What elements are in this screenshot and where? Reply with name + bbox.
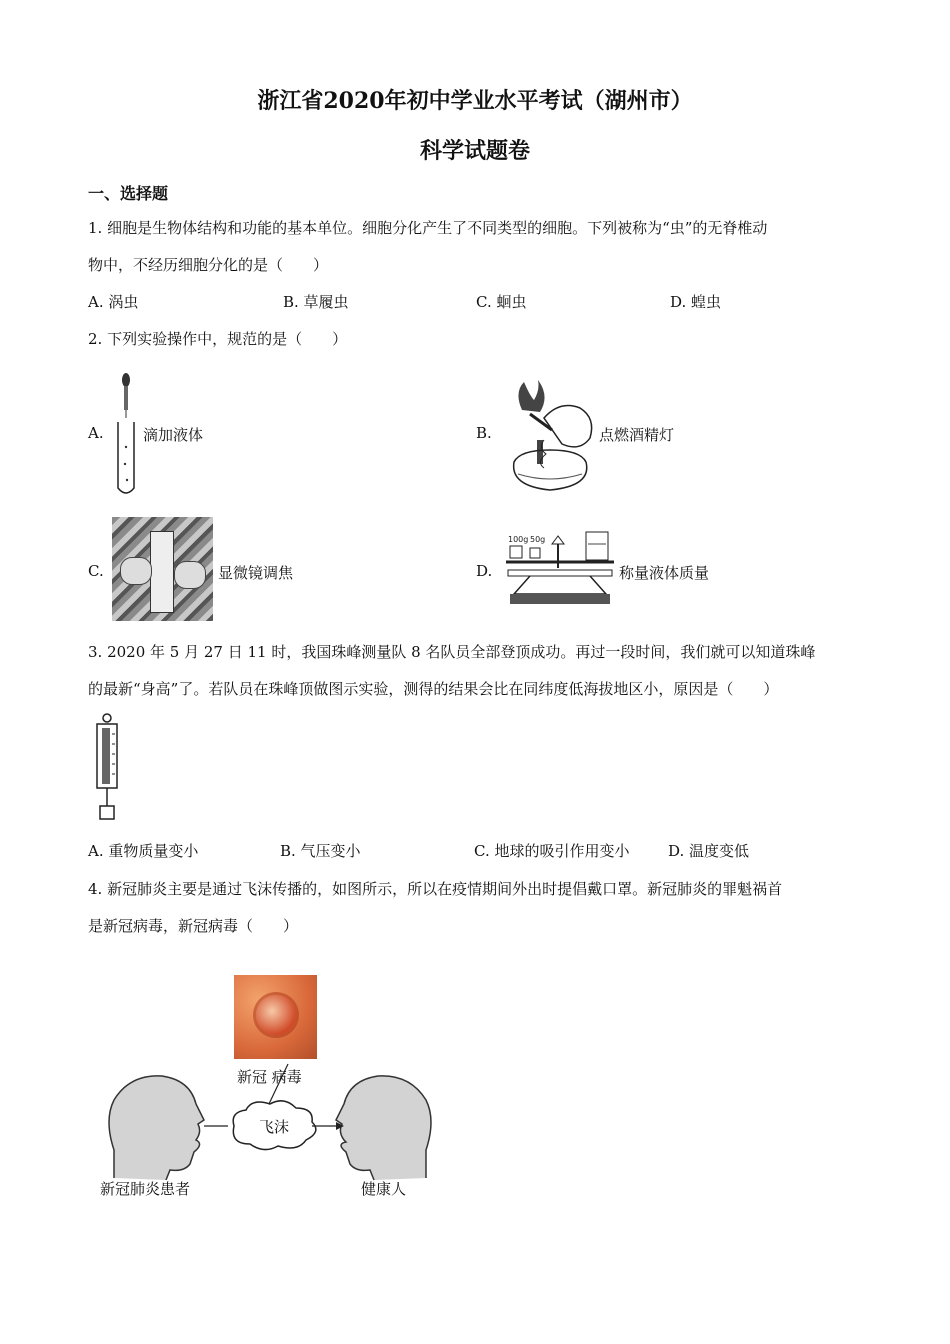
q1-option-b: B. 草履虫 [283,293,349,311]
q2-stem: 2. 下列实验操作中，规范的是（ ） [88,330,348,348]
q2-option-d-caption: 称量液体质量 [619,564,710,582]
exam-title: 浙江省2020年初中学业水平考试（湖州市） [257,88,693,114]
q4-stem-line2: 是新冠病毒，新冠病毒（ ） [88,917,299,935]
q2-option-b-caption: 点燃酒精灯 [599,426,675,444]
droplet-label: 飞沫 [259,1118,290,1136]
q2-option-b-letter: B. [476,424,492,442]
coronavirus-image [234,975,317,1059]
q3-option-d: D. 温度变低 [668,842,750,860]
section-heading: 一、选择题 [88,184,169,203]
weight-label-50g: 50g [530,535,546,544]
q2-option-a-letter: A. [88,424,104,442]
q3-option-c: C. 地球的吸引作用变小 [474,842,630,860]
q3-option-a: A. 重物质量变小 [88,842,199,860]
weight-label-100g: 100g [508,535,529,544]
q1-stem-line2: 物中，不经历细胞分化的是（ ） [88,256,329,274]
alcohol-lamp-illustration [500,378,600,494]
q3-stem-line1: 3. 2020 年 5 月 27 日 11 时，我国珠峰测量队 8 名队员全部登顶成功。再过一段时间，我们就可以知道珠峰 [88,643,816,661]
q1-option-c: C. 蛔虫 [476,293,527,311]
q1-option-d: D. 蝗虫 [670,293,722,311]
dropper-test-tube-illustration [110,372,140,498]
q1-option-a: A. 涡虫 [88,293,139,311]
q2-option-a-caption: 滴加液体 [143,426,204,444]
microscope-focusing-photo [112,517,213,621]
healthy-person-label: 健康人 [361,1180,407,1198]
q1-stem-line1: 1. 细胞是生物体结构和功能的基本单位。细胞分化产生了不同类型的细胞。下列被称为“虫”的无脊椎动 [88,219,768,237]
exam-subtitle: 科学试题卷 [419,138,530,164]
q2-option-d-letter: D. [476,562,493,580]
q3-option-b: B. 气压变小 [280,842,361,860]
q2-option-c-caption: 显微镜调焦 [218,564,294,582]
virus-label: 新冠 病毒 [237,1068,302,1086]
q2-option-c-letter: C. [88,562,104,580]
q4-stem-line1: 4. 新冠肺炎主要是通过飞沫传播的，如图所示，所以在疫情期间外出时提倡戴口罩。新冠肺炎的罪魁祸首 [88,880,783,898]
balance-scale-illustration [500,528,622,610]
patient-label: 新冠肺炎患者 [100,1180,191,1198]
q3-stem-line2: 的最新“身高”了。若队员在珠峰顶做图示实验，测得的结果会比在同纬度低海拔地区小，原因是（ ） [88,680,779,698]
spring-scale-illustration [94,712,124,822]
